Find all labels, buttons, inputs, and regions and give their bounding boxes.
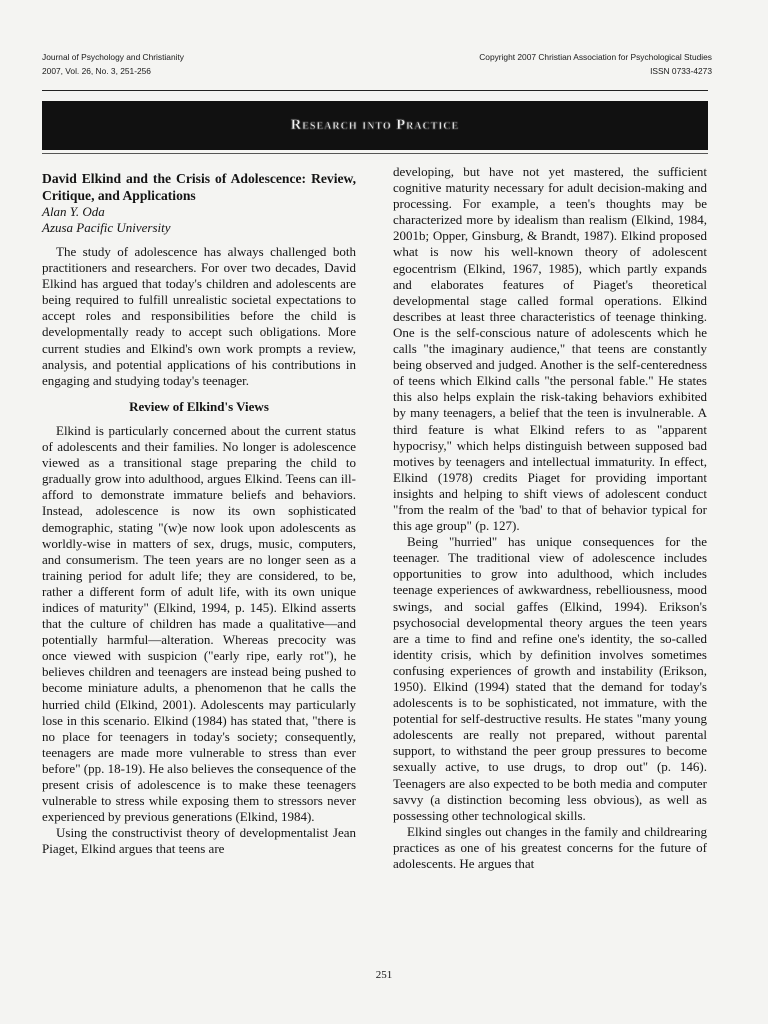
journal-name: Journal of Psychology and Christianity bbox=[42, 52, 184, 62]
body-paragraph: Using the constructivist theory of developmentalist Jean Piaget, Elkind argues that teens are bbox=[42, 825, 356, 857]
banner-title: Research into Practice bbox=[290, 117, 460, 133]
right-column bbox=[393, 164, 707, 872]
copyright-block bbox=[479, 50, 712, 78]
author-affiliation: Azusa Pacific University bbox=[42, 220, 171, 235]
copyright-text: Copyright 2007 Christian Association for Psychological Studies bbox=[479, 52, 712, 62]
section-heading: Review of Elkind's Views bbox=[129, 398, 269, 414]
header-divider bbox=[42, 90, 708, 91]
body-paragraph: developing, but have not yet mastered, the sufficient cognitive maturity necessary for adult decision-making and processing. For example, a teen's thoughts may be characterized more by idealism than realism (Elkind, 1984, 2001b; Opper, Ginsburg, & Brandt, 1987). Elkind proposed what is now his well-known theory of adolescent egocentrism (Elkind, 1967, 1985), which partly expands and elaborates features of Piaget's theoretical developmental stage called formal operations. Elkind describes at least three characteristics of teenage thinking. One is the self-conscious nature of adolescents which he calls "the imaginary audience," that teens are constantly being observed and judged. Another is the self-centeredness of teens which Elkind calls "the personal fable." He states this also helps explain the risk-taking behaviors exhibited by many teenagers, a belief that the teen is invulnerable. A third feature is what Elkind refers to as "apparent hypocrisy," which helps distinguish between supposed bad motives by teenagers and intellectual immaturity. In effect, Elkind (1978) credits Piaget for providing important insights and helping to shift views of adolescent conduct "from the realm of the 'bad' to that of behavior typical for this age group" (p. 127). bbox=[393, 164, 707, 534]
issn-text: ISSN 0733-4273 bbox=[650, 66, 712, 76]
author-name: Alan Y. Oda bbox=[42, 204, 105, 219]
left-column bbox=[42, 164, 356, 857]
page-number: 251 bbox=[375, 969, 393, 981]
body-paragraph: Being "hurried" has unique consequences for the teenager. The traditional view of adolescence includes opportunities to grow into adulthood, which includes teenage experiences of awkwardness, rebelliousness, mood swings, and social gaffes (Elkind, 1994). Erikson's psychosocial developmental theory argues the teen years are a time to find and refine one's identity, the so-called identity crisis, which by definition involves sometimes confusing experiences of growth and instability (Erikson, 1950). Elkind (1994) stated that the demand for today's adolescents is to be sophisticated, not immature, with the potential for self-destructive results. He states "many young adolescents are really not prepared, without parental support, to withstand the peer group pressures to become sexually active, to use drugs, to drop out" (p. 146). Teenagers are also expected to be both media and computer savvy (a distinction becoming less obvious), as well as possessing other technological skills. bbox=[393, 534, 707, 823]
journal-citation bbox=[42, 50, 184, 78]
section-banner bbox=[42, 101, 708, 150]
body-paragraph: Elkind singles out changes in the family and childrearing practices as one of his greatest concerns for the future of adolescents. He argues that bbox=[393, 823, 707, 872]
body-paragraph: Elkind is particularly concerned about the current status of adolescents and their families. No longer is adolescence viewed as a transitional stage preparing the child to gradually grow into adulthood, argues Elkind. Teens can ill-afford to demonstrate immature beliefs and behaviors. Instead, adolescence is now its own sophisticated demographic, stating "(w)e now look upon adolescents as worldly-wise in matters of sex, drugs, music, computers, and consumerism. The teen years are no longer seen as a training period for adult life; they are considered, to be, rather a different form of adult life, with its own unique indices of maturity" (Elkind, 1994, p. 145). Elkind asserts that the culture of children has made a qualitative—and potentially harmful—alteration. Whereas precocity was once viewed with suspicion ("early ripe, early rot"), he believes children and teenagers are instead being pushed to become miniature adults, a phenomenon that he calls the hurried child (Elkind, 2001). Adolescents may particularly lose in this scenario. Elkind (1984) has stated that, "there is no place for teenagers in today's society; consequently, teenagers are made more vulnerable to stress than ever before" (pp. 18-19). He also believes the consequence of the present crisis of adolescence is to make these teenagers vulnerable to stress while exposing them to stressors never experienced by previous generations (Elkind, 1984). bbox=[42, 422, 356, 825]
journal-volume: 2007, Vol. 26, No. 3, 251-256 bbox=[42, 66, 151, 76]
abstract-paragraph: The study of adolescence has always challenged both practitioners and researchers. For over two decades, David Elkind has argued that today's children and adolescents are being required to fulfill unrealistic societal expectations to accept roles and responsibilities before the child is developmentally ready to accept such obligations. More current studies and Elkind's own work prompts a review, analysis, and potential applications of his contributions in engaging and studying today's teenager. bbox=[42, 244, 356, 388]
article-title: David Elkind and the Crisis of Adolescence: Review, Critique, and Applications bbox=[42, 171, 356, 203]
banner-divider bbox=[42, 153, 708, 154]
